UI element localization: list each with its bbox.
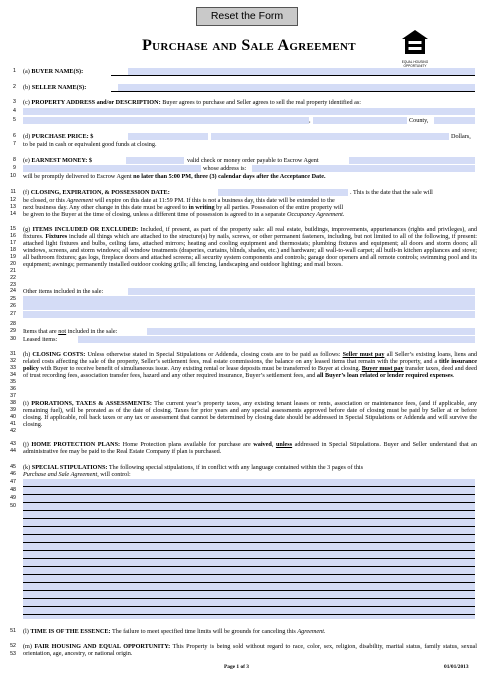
escrow-address-field[interactable] — [252, 165, 475, 172]
stipulation-rule — [23, 566, 475, 567]
earnest-delivery-text: will be promptly delivered to Escrow Agent — [23, 173, 132, 180]
stipulation-rule — [23, 558, 475, 559]
line-number: 22 — [10, 275, 16, 281]
closing-text: . This is the date that the sale will — [350, 189, 433, 196]
closing-costs-paragraph — [23, 351, 477, 400]
buyer-label: BUYER NAME(S): — [31, 68, 84, 75]
seller-row — [23, 84, 86, 91]
dollars-text: Dollars, — [451, 133, 471, 140]
closing-line4 — [23, 211, 344, 218]
property-row — [23, 99, 361, 106]
escrow-name-field[interactable] — [23, 165, 201, 172]
seller-must-pay: Seller must pay — [342, 351, 385, 358]
line-number: 45 — [10, 464, 16, 470]
reset-form-button[interactable]: Reset the Form — [196, 7, 298, 26]
property-address-field-1[interactable] — [23, 108, 475, 115]
line-number: 47 — [10, 479, 16, 485]
stipulation-rule — [23, 598, 475, 599]
special-text: The following special stipulations, if in conflict with any language contained within the 3 pages of this — [108, 464, 364, 471]
form-date: 01/01/2013 — [444, 664, 469, 670]
unless-term: unless — [275, 441, 293, 448]
line-number: 50 — [10, 503, 16, 509]
equal-housing-logo — [400, 28, 430, 66]
costs-text: Unless otherwise stated in Special Stipulations or Addenda, closing costs are to be paid as follows: — [87, 351, 343, 358]
costs-text: . — [452, 372, 455, 380]
escrow-agent-field[interactable] — [349, 157, 475, 164]
line-number: 34 — [10, 372, 16, 378]
other-items-field-2[interactable] — [23, 296, 475, 303]
stipulation-rule — [23, 550, 475, 551]
line-number: 29 — [10, 328, 16, 334]
line-number: 26 — [10, 303, 16, 309]
line-number: 40 — [10, 414, 16, 420]
section-marker: (e) — [23, 157, 30, 164]
line-number: 1 — [13, 68, 16, 74]
costs-text: all Seller’s existing loans, liens and related costs affecting the sale of the property, Seller’s settlement fees, real estate commissions, the balance on any leased items that remain with the property, and a — [23, 351, 477, 366]
warranty-text: , — [271, 441, 276, 448]
earnest-deadline: no later than 5:00 PM, three (3) calendar days after the Acceptance Date. — [133, 173, 326, 180]
stipulation-rule — [23, 510, 475, 511]
line-number: 41 — [10, 421, 16, 427]
line-number: 19 — [10, 254, 16, 260]
line-number: 36 — [10, 386, 16, 392]
closing-line3 — [23, 204, 343, 211]
line-number: 35 — [10, 379, 16, 385]
line-number: 37 — [10, 393, 16, 399]
stipulation-rule — [23, 534, 475, 535]
stipulation-rule — [23, 502, 475, 503]
other-items-field-4[interactable] — [23, 311, 475, 318]
costs-text: transfer taxes, deed and deed of trust recording fees, association transfer fees, hazard and any other required insurance, Buyer’s settlement fees, and — [23, 365, 477, 380]
line-number: 32 — [10, 358, 16, 364]
closing-line2 — [23, 197, 335, 204]
line-number: 16 — [10, 233, 16, 239]
line-number: 23 — [10, 282, 16, 288]
line-number: 51 — [10, 628, 16, 634]
price-number-field[interactable] — [128, 133, 208, 140]
stipulation-rule — [23, 614, 475, 615]
line-number: 10 — [10, 173, 16, 179]
stipulation-rule — [23, 590, 475, 591]
line-number: 49 — [10, 495, 16, 501]
costs-text: with Buyer to receive benefit of simultaneous issue. Any existing rental or lease deposits must be transferred to Buyer at closing. — [38, 365, 362, 373]
fair-housing-paragraph — [23, 643, 477, 658]
property-address-field-2[interactable] — [23, 117, 309, 124]
fair-housing-label: FAIR HOUSING AND EQUAL OPPORTUNITY: — [34, 643, 171, 650]
closing-text: by all parties. Possession of the entire property will — [214, 204, 344, 211]
buyer-loan-term: all Buyer’s loan related or lender required expenses — [316, 372, 453, 380]
earnest-valid-text: valid check or money order payable to Escrow Agent — [187, 157, 319, 164]
buyer-must-pay: Buyer must pay — [361, 365, 404, 373]
line-number: 31 — [10, 351, 16, 357]
title-insurance-term: title insurance policy — [23, 358, 477, 373]
line-number: 14 — [10, 211, 16, 217]
section-marker: (b) — [23, 84, 31, 91]
equal-housing-icon — [400, 28, 430, 56]
warranty-text: addressed in Special Stipulations. Buyer and Seller understand that an administrative fee may be paid to the Real Estate Company if plan is purchased. — [23, 441, 477, 456]
closing-text: be closed, or this — [23, 197, 67, 204]
section-marker: (c) — [23, 99, 30, 106]
stipulation-rule — [23, 574, 475, 575]
price-note: to be paid in cash or equivalent good funds at closing. — [23, 141, 157, 148]
in-writing-term: in writing — [188, 204, 215, 211]
special-stipulations-label: SPECIAL STIPULATIONS: — [31, 464, 108, 471]
section-marker: (g) — [23, 226, 31, 233]
line-number: 30 — [10, 336, 16, 342]
line-number: 52 — [10, 643, 16, 649]
section-marker: (l) — [23, 628, 29, 635]
price-row — [23, 133, 93, 140]
line-number: 46 — [10, 471, 16, 477]
property-label: PROPERTY ADDRESS and/or DESCRIPTION: — [31, 99, 161, 106]
line-number: 28 — [10, 321, 16, 327]
equal-housing-caption: EQUAL HOUSING OPPORTUNITY — [401, 60, 429, 68]
closing-text: next business day. Any other change in this date must be agreed to — [23, 204, 189, 211]
prorations-paragraph — [23, 400, 477, 436]
price-words-field[interactable] — [211, 133, 449, 140]
not-included-label — [23, 328, 117, 335]
fixtures-term: Fixtures — [45, 233, 68, 241]
prorations-text: The current year’s property taxes, any existing tenant leases or rents, association or maintenance fees, (and if applicable, any remaining fuel), will be prorated as of the date of closing. Taxes for prior years and any special assessments approved before date of closing must be paid by Seller at or before closing. If applicable, roll back taxes or any tax or assessment that cannot be determined by closing date should be addressed in Special Stipulations or Addenda and will survive the closing. — [23, 400, 477, 429]
leased-items-label: Leased items: — [23, 336, 58, 343]
section-marker: (m) — [23, 643, 32, 650]
line-number: 27 — [10, 311, 16, 317]
line-number: 21 — [10, 268, 16, 274]
line-number: 11 — [10, 189, 16, 195]
not-included-text: Items that are — [23, 328, 59, 335]
line-number: 4 — [13, 108, 16, 114]
section-marker: (d) — [23, 133, 31, 140]
stipulation-rule — [23, 582, 475, 583]
agreement-title-term: Purchase and Sale Agreement — [23, 471, 98, 478]
line-number: 48 — [10, 487, 16, 493]
warranty-text: Home Protection plans available for purchase are — [122, 441, 254, 448]
closing-label: CLOSING, EXPIRATION, & POSSESSION DATE: — [30, 189, 170, 196]
excluded-items-field[interactable] — [147, 328, 475, 335]
line-number: 18 — [10, 247, 16, 253]
stipulation-rule — [23, 526, 475, 527]
line-number: 44 — [10, 448, 16, 454]
closing-row — [23, 189, 170, 196]
line-number: 33 — [10, 365, 16, 371]
page-number: Page 1 of 3 — [224, 664, 250, 670]
essence-text: The failure to meet specified time limits will be grounds for canceling this — [111, 628, 298, 635]
buyer-row — [23, 68, 83, 75]
line-number: 8 — [13, 157, 16, 163]
items-label: ITEMS INCLUDED OR EXCLUDED: — [32, 226, 139, 233]
other-items-field-3[interactable] — [23, 303, 475, 310]
section-marker: (a) — [23, 68, 30, 75]
not-term: not — [58, 328, 67, 335]
county-label: County, — [409, 117, 429, 124]
line-number: 42 — [10, 428, 16, 434]
closing-date-field[interactable] — [218, 189, 348, 196]
closing-costs-label: CLOSING COSTS: — [32, 351, 86, 358]
line-number: 12 — [10, 197, 16, 203]
closing-text: will expire on this date at 11:59 PM. If this is not a business day, this date will be extended to the — [93, 197, 335, 204]
items-text: Included, if present, as part of the property sale: all real estate, buildings, improvements, appurtenances (rights and privileges), and fixtures. — [23, 226, 477, 241]
waived-term: waived — [253, 441, 272, 448]
other-items-field-1[interactable] — [128, 288, 475, 295]
line-number: 15 — [10, 226, 16, 232]
not-included-text: included in the sale: — [66, 328, 118, 335]
buyer-names-field[interactable] — [128, 68, 475, 75]
home-protection-paragraph — [23, 441, 477, 456]
earnest-delivery — [23, 173, 326, 180]
fair-housing-text: This Property is being sold without regard to race, color, sex, religion, disability, marital status, family status, sexual orientation, age, ancestry, or national origin. — [23, 643, 477, 658]
stipulation-rule — [23, 606, 475, 607]
line-number: 39 — [10, 407, 16, 413]
items-text: include all things which are attached to the structure(s) by nails, screws, or other permanent fasteners, including, but not limited to all of the following, if present: attached light fixtures and bulbs, ceiling fans, attached mirrors; heating and cooling equipment and thermostats; plumbing fixtures and equipment; all doors and storm doors; all windows, screens, and storm windows; all window treatments (draperies, curtains, blinds, shades, etc.) and hardware; all wall-to-wall carpet; all built-in kitchen appliances and stove; all bathroom fixtures; gas logs, fireplace doors and attached screens; all security system components and controls; garage door openers and all remote controls; swimming pool and its equipment; awnings; permanently installed outdoor cooking grills; all fencing, landscaping and outdoor lighting; and mail boxes. — [23, 233, 477, 269]
line-number: 24 — [10, 288, 16, 294]
occupancy-term: Occupancy Agreement. — [287, 211, 345, 218]
closing-text: be given to the Buyer at the time of closing, unless a different time of possession is agreed to in a separate — [23, 211, 287, 218]
leased-items-field[interactable] — [78, 336, 475, 343]
line-number: 17 — [10, 240, 16, 246]
stipulation-rule — [23, 494, 475, 495]
section-marker: (f) — [23, 189, 30, 196]
line-number: 5 — [13, 117, 16, 123]
agreement-term: Agreement — [66, 197, 94, 204]
section-marker: (k) — [23, 464, 31, 471]
price-label: PURCHASE PRICE: $ — [31, 133, 94, 140]
page-title: Purchase and Sale Agreement — [142, 37, 356, 54]
seller-label: SELLER NAME(S): — [31, 84, 87, 91]
earnest-label: EARNEST MONEY: $ — [31, 157, 92, 164]
earnest-row — [23, 157, 92, 164]
line-number: 13 — [10, 204, 16, 210]
line-number: 38 — [10, 400, 16, 406]
section-marker: (j) — [23, 441, 29, 448]
prorations-label: PRORATIONS, TAXES & ASSESSMENTS: — [31, 400, 152, 407]
section-marker: (h) — [23, 351, 31, 358]
home-protection-label: HOME PROTECTION PLANS: — [31, 441, 121, 448]
other-items-label: Other items included in the sale: — [23, 288, 104, 295]
stipulation-rule — [23, 486, 475, 487]
agreement-term: Agreement. — [297, 628, 326, 635]
line-number: 7 — [13, 141, 16, 147]
property-text: Buyer agrees to purchase and Seller agrees to sell the real property identified as: — [162, 99, 361, 106]
stipulation-rule — [23, 518, 475, 519]
line-number: 43 — [10, 441, 16, 447]
items-paragraph — [23, 226, 477, 289]
line-number: 53 — [10, 651, 16, 657]
stipulation-rule — [23, 542, 475, 543]
line-number: 6 — [13, 133, 16, 139]
essence-row — [23, 628, 325, 635]
special-text: , will control: — [97, 471, 131, 478]
escrow-address-label: whose address is: — [203, 165, 247, 172]
special-stipulations-row2 — [23, 471, 131, 478]
line-number: 9 — [13, 165, 16, 171]
section-marker: (i) — [23, 400, 29, 407]
comma-text: , — [309, 117, 311, 124]
essence-label: TIME IS OF THE ESSENCE: — [30, 628, 111, 635]
special-stipulations-row — [23, 464, 363, 471]
line-number: 25 — [10, 296, 16, 302]
line-number: 3 — [13, 99, 16, 105]
state-field[interactable] — [434, 117, 475, 124]
earnest-amount-field[interactable] — [126, 157, 184, 164]
line-number: 20 — [10, 261, 16, 267]
seller-names-field[interactable] — [118, 84, 475, 91]
line-number: 2 — [13, 84, 16, 90]
county-field[interactable] — [313, 117, 407, 124]
